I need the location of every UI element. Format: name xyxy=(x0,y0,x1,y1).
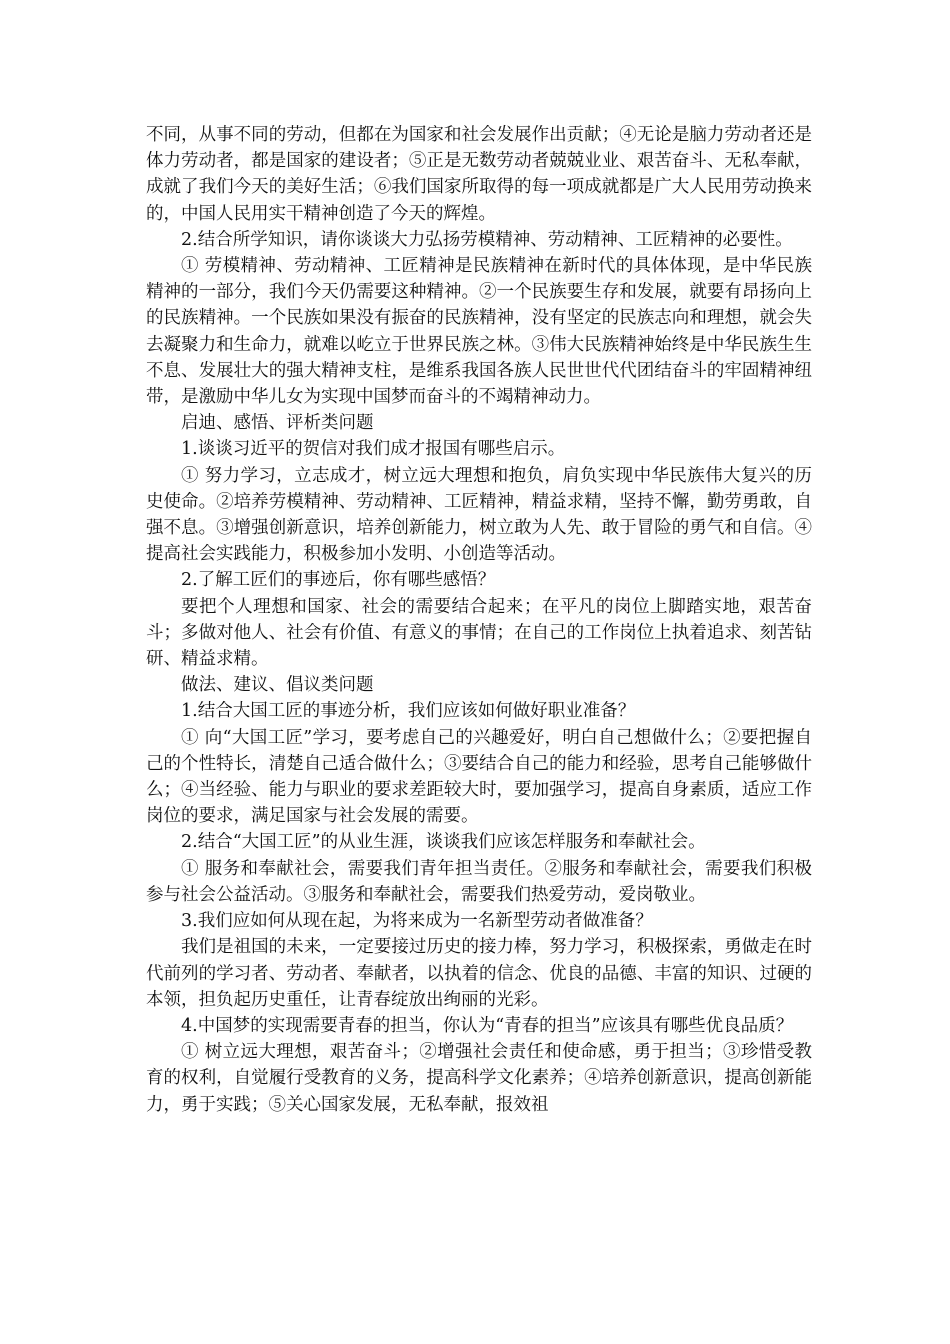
answer-paragraph: ① 向“大国工匠”学习，要考虑自己的兴趣爱好，明白自己想做什么；②要把握自己的个性特长，清楚自己适合做什么；③要结合自己的能力和经验，思考自己能够做什么；④当经验、能力与职业的要求差距较大时，要加强学习，提高自身素质，适应工作岗位的要求，满足国家与社会发展的需要。 xyxy=(146,727,812,827)
document-body xyxy=(146,122,812,1118)
question-paragraph: 1.谈谈习近平的贺信对我们成才报国有哪些启示。 xyxy=(181,439,566,460)
answer-paragraph: 我们是祖国的未来，一定要接过历史的接力棒，努力学习，积极探索，勇做走在时代前列的学习者、劳动者、奉献者，以执着的信念、优良的品德、丰富的知识、过硬的本领，担负起历史重任，让青春绽放出绚丽的光彩。 xyxy=(146,937,812,1010)
section-heading: 做法、建议、倡议类问题 xyxy=(181,675,374,696)
question-paragraph: 2.结合所学知识，请你谈谈大力弘扬劳模精神、劳动精神、工匠精神的必要性。 xyxy=(181,229,793,250)
answer-paragraph: ① 树立远大理想，艰苦奋斗；②增强社会责任和使命感，勇于担当；③珍惜受教育的权利，自觉履行受教育的义务，提高科学文化素养；④培养创新意识，提高创新能力，勇于实践；⑤关心国家发展，无私奉献，报效祖 xyxy=(146,1042,812,1115)
answer-paragraph: ① 服务和奉献社会，需要我们青年担当责任。②服务和奉献社会，需要我们积极参与社会公益活动。③服务和奉献社会，需要我们热爱劳动，爱岗敬业。 xyxy=(146,858,812,905)
answer-paragraph: 要把个人理想和国家、社会的需要结合起来；在平凡的岗位上脚踏实地，艰苦奋斗；多做对他人、社会有价值、有意义的事情；在自己的工作岗位上执着追求、刻苦钻研、精益求精。 xyxy=(146,596,812,670)
section-heading: 启迪、感悟、评析类问题 xyxy=(181,413,374,434)
question-paragraph: 2.结合“大国工匠”的从业生涯，谈谈我们应该怎样服务和奉献社会。 xyxy=(181,832,706,853)
answer-paragraph: ① 劳模精神、劳动精神、工匠精神是民族精神在新时代的具体体现，是中华民族精神的一部分，我们今天仍需要这种精神。②一个民族要生存和发展，就要有昂扬向上的民族精神。一个民族如果没有振奋的民族精神，没有坚定的民族志向和理想，就会失去凝聚力和生命力，就难以屹立于世界民族之林。③伟大民族精神始终是中华民族生生不息、发展壮大的强大精神支柱，是维系我国各族人民世世代代团结奋斗的牢固精神纽带，是激励中华儿女为实现中国梦而奋斗的不竭精神动力。 xyxy=(146,256,812,408)
question-paragraph: 3.我们应如何从现在起，为将来成为一名新型劳动者做准备？ xyxy=(181,911,653,932)
question-paragraph: 1.结合大国工匠的事迹分析，我们应该如何做好职业准备？ xyxy=(181,701,636,722)
answer-paragraph: ① 努力学习，立志成才，树立远大理想和抱负，肩负实现中华民族伟大复兴的历史使命。②培养劳模精神、劳动精神、工匠精神，精益求精，坚持不懈，勤劳勇敢，自强不息。③增强创新意识，培养创新能力，树立敢为人先、敢于冒险的勇气和自信。④提高社会实践能力，积极参加小发明、小创造等活动。 xyxy=(146,465,812,565)
paragraph-continuation: 不同，从事不同的劳动，但都在为国家和社会发展作出贡献；④无论是脑力劳动者还是体力劳动者，都是国家的建设者；⑤正是无数劳动者兢兢业业、艰苦奋斗、无私奉献，成就了我们今天的美好生活；⑥我们国家所取得的每一项成就都是广大人民用劳动换来的，中国人民用实干精神创造了今天的辉煌。 xyxy=(146,125,812,224)
question-paragraph: 4.中国梦的实现需要青春的担当，你认为“青春的担当”应该具有哪些优良品质？ xyxy=(181,1015,794,1036)
question-paragraph: 2.了解工匠们的事迹后，你有哪些感悟？ xyxy=(181,570,496,591)
